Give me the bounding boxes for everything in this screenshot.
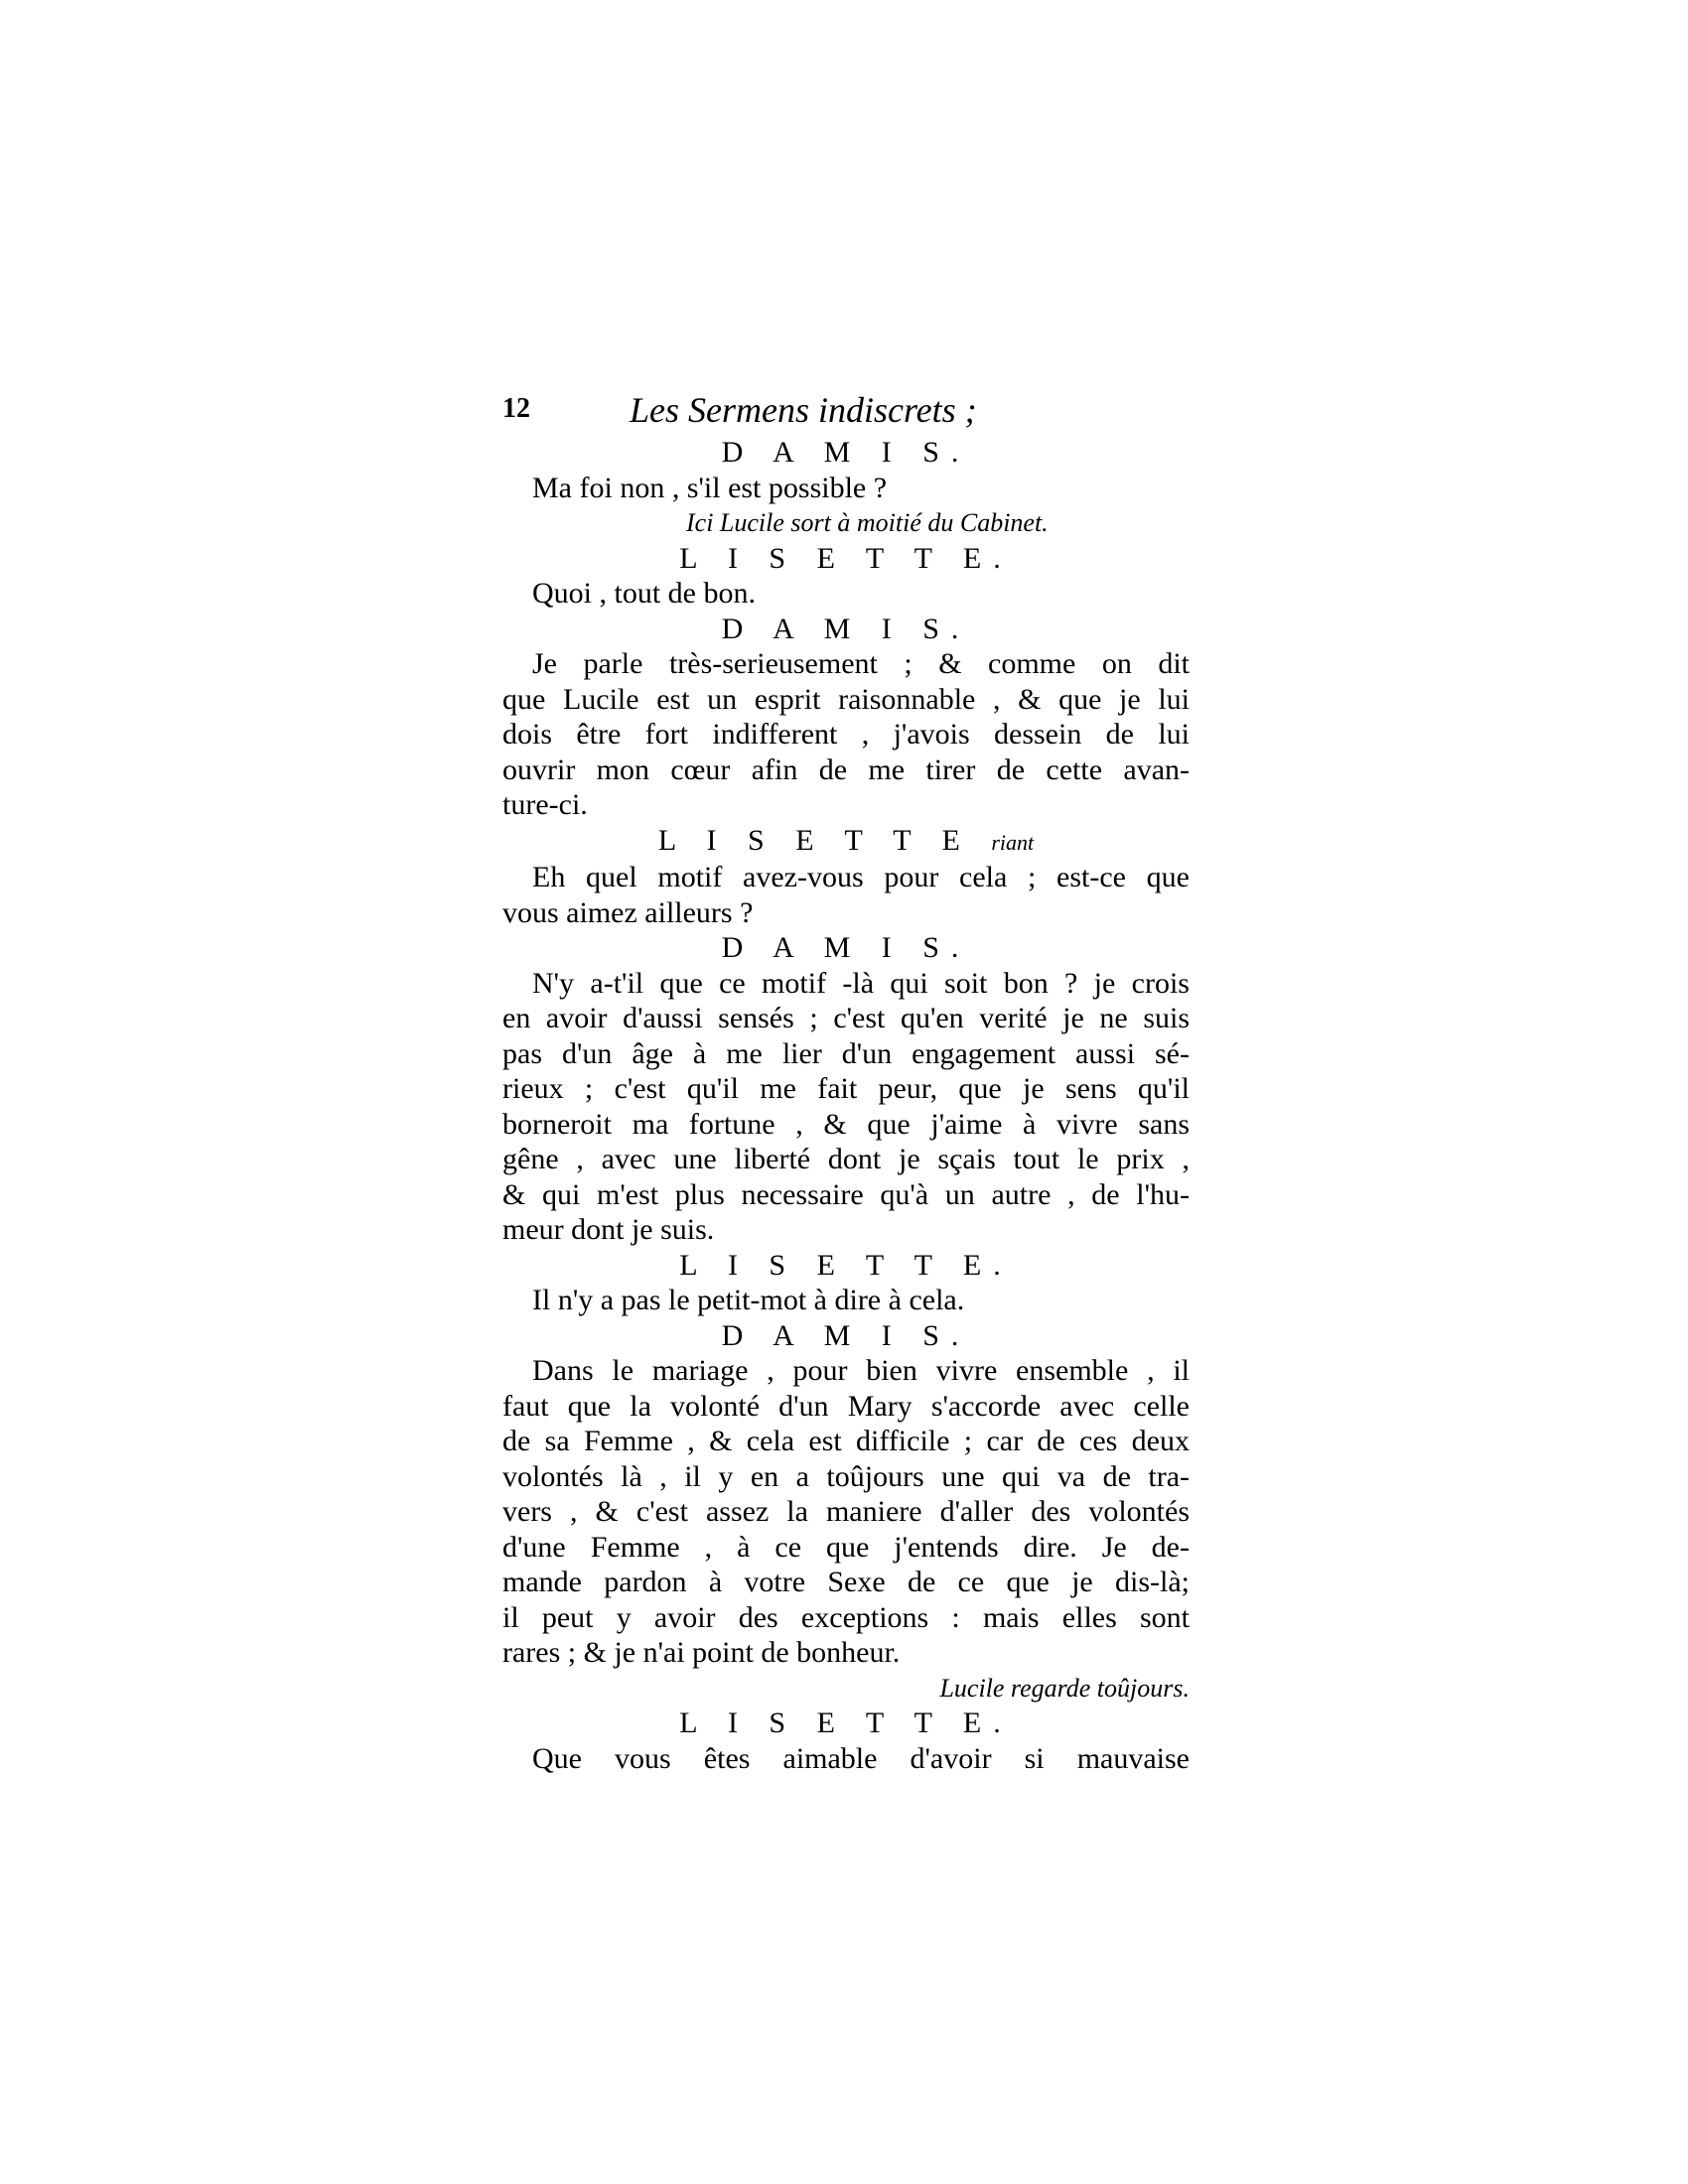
page-number: 12 <box>502 393 530 424</box>
text-line: que Lucile est un esprit raisonnable , & que je lui <box>502 682 1190 716</box>
text-line: Ma foi non , s'il est possible ? <box>532 471 888 504</box>
text-line: meur dont je suis. <box>502 1213 715 1246</box>
text-line: Eh quel motif avez-vous pour cela ; est-ce que <box>532 861 1190 893</box>
stage-direction: Ici Lucile sort à moitié du Cabinet. <box>686 508 1049 537</box>
speaker-label: L I S E T T E. <box>679 541 1013 575</box>
text-line: rares ; & je n'ai point de bonheur. <box>502 1636 901 1669</box>
text-line: ouvrir mon cœur afin de me tirer de cette avan- <box>502 752 1190 786</box>
speaker-label: L I S E T T E. <box>679 1706 1013 1739</box>
play-text <box>502 435 1190 1776</box>
text-line: faut que la volonté d'un Mary s'accorde avec celle <box>502 1389 1190 1423</box>
running-title: Les Sermens indiscrets ; <box>630 390 977 430</box>
stage-direction: Lucile regarde toûjours. <box>939 1673 1190 1703</box>
speaker-label: L I S E T T E. <box>679 1248 1013 1282</box>
speaker-label: L I S E T T E <box>657 823 972 857</box>
speaker-label: D A M I S. <box>721 931 971 964</box>
speaker-name <box>502 930 1190 966</box>
text-line: vers , & c'est assez la maniere d'aller des volontés <box>502 1495 1190 1528</box>
text-line: Il n'y a pas le petit-mot à dire à cela. <box>532 1284 965 1316</box>
speaker-label: D A M I S. <box>721 436 971 469</box>
text-line: il peut y avoir des exceptions : mais elles sont <box>502 1600 1190 1634</box>
page-header <box>502 389 1190 435</box>
text-line: gêne , avec une liberté dont je sçais tout le prix , <box>502 1143 1190 1175</box>
text-line: & qui m'est plus necessaire qu'à un autre , de l'hu- <box>502 1177 1190 1211</box>
speaker-name <box>502 1248 1190 1284</box>
text-line: Je parle très-serieusement ; & comme on dit <box>532 647 1190 680</box>
speaker-name <box>502 1706 1190 1741</box>
text-line: en avoir d'aussi sensés ; c'est qu'en verité je ne suis <box>502 1002 1190 1034</box>
text-line: pas d'un âge à me lier d'un engagement aussi sé- <box>502 1036 1190 1070</box>
text-line: de sa Femme , & cela est difficile ; car de ces deux <box>502 1425 1190 1457</box>
text-line: volontés là , il y en a toûjours une qui va de tra- <box>502 1459 1190 1493</box>
speaker-label: D A M I S. <box>721 1318 971 1352</box>
book-page <box>502 389 1190 1776</box>
text-line: dois être fort indifferent , j'avois dessein de lui <box>502 718 1190 751</box>
speaker-name <box>502 823 1190 861</box>
text-line: N'y a-t'il que ce motif -là qui soit bon ? je crois <box>532 966 1190 1000</box>
text-line: rieux ; c'est qu'il me fait peur, que je sens qu'il <box>502 1072 1190 1105</box>
speaker-label: D A M I S. <box>721 612 971 645</box>
text-line: ture-ci. <box>502 788 588 821</box>
text-line: borneroit ma fortune , & que j'aime à vivre sans <box>502 1107 1190 1141</box>
text-line: Que vous êtes aimable d'avoir si mauvaise <box>532 1741 1190 1775</box>
text-line: d'une Femme , à ce que j'entends dire. Je de- <box>502 1530 1190 1564</box>
speaker-name <box>502 1318 1190 1354</box>
text-line: mande pardon à votre Sexe de ce que je dis-là; <box>502 1566 1190 1598</box>
text-line: vous aimez ailleurs ? <box>502 895 754 929</box>
speaker-name <box>502 435 1190 471</box>
text-line: Quoi , tout de bon. <box>532 577 756 610</box>
speaker-name <box>502 612 1190 647</box>
speaker-note: riant <box>991 829 1035 855</box>
text-line: Dans le mariage , pour bien vivre ensemble , il <box>532 1354 1190 1387</box>
speaker-name <box>502 541 1190 577</box>
